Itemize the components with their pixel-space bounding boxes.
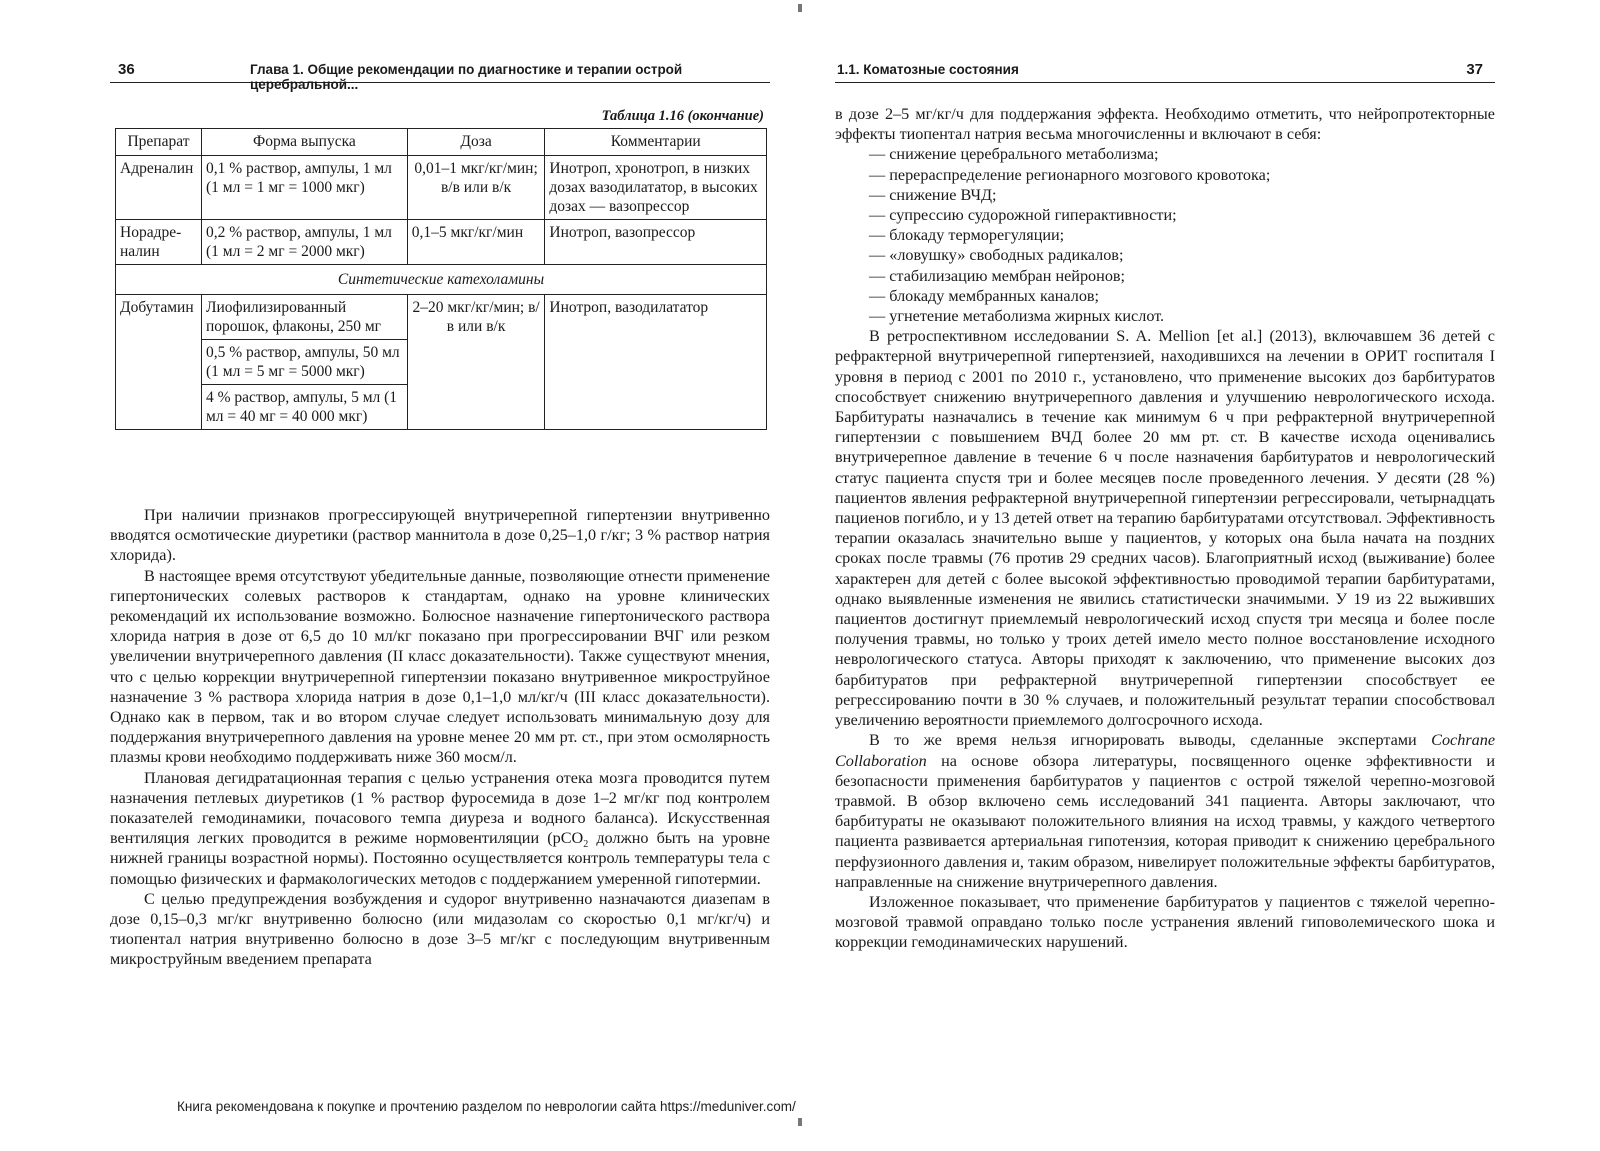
effects-list: [835, 144, 1495, 326]
paragraph: Изложенное показывает, что применение барбитуратов у пациентов с тяжелой черепно-мозговой травмой оправдано только после устранения явлений гиповолемического шока и коррекции гемодинамических нарушений.: [835, 892, 1495, 952]
paragraph: С целью предупреждения возбуждения и судорог внутривенно назначаются диазепам в дозе 0,15–0,3 мг/кг внутривенно болюсно (или мидазолам со скоростью 0,1 мг/кг/ч) и тиопентал натрия внутривенно болюсно в дозе 3–5 мг/кг с последующим внутривенным микроструйным введением препарата: [110, 889, 770, 969]
italic-text: Cochrane Collaboration: [835, 731, 1495, 770]
paragraph: В ретроспективном исследовании S. A. Mellion [et al.] (2013), включавшем 36 детей с рефрактерной внутричерепной гипертензией, находившихся на лечении в ОРИТ госпиталя I уровня в период с 2001 по 2010 г., установлено, что применение высоких доз барбитуратов способствует снижению внутричерепного давления и улучшению неврологического исхода. Барбитураты назначались в течение как минимум 6 ч при рефрактерной внутричерепной гипертензии с повышением ВЧД более 20 мм рт. ст. В качестве исхода оценивались внутричерепное давление в течение 6 ч после назначения барбитуратов и неврологический статус пациента спустя три и более месяцев после проведенного лечения. У десяти (28 %) пациентов явления рефрактерной внутричерепной гипертензии регрессировали, четырнадцать пациенов погибло, и у 13 детей ответ на терапию барбитуратами отсутствовал. Эффективность терапии оказалась значительно выше у пациентов, у которых она была начата на поздних сроках после травмы (76 против 29 средних часов). Благоприятный исход (выживание) более характерен для детей с более высокой эффективностью проводимой терапии барбитуратами, однако выявленные изменения не явились статистически значимыми. У 19 из 22 выживших пациентов достигнут приемлемый неврологический исход спустя три месяца и более после получения травмы, но только у троих детей имело место полное восстановление исходного неврологического статуса. Авторы приходят к заключению, что применение высоких доз барбитуратов при рефрактерной внутричерепной гипертензии способствует ее регрессированию почти в 30 % случаев, и положительный результат терапии способствовал увеличению вероятности приемлемого долгосрочного исхода.: [835, 327, 1495, 730]
drug-dose: 0,01–1 мкг/кг/мин; в/в или в/к: [407, 156, 545, 220]
list-item: — блокаду терморегуляции;: [835, 225, 1495, 245]
drug-form: 0,5 % раствор, ампулы, 50 мл (1 мл = 5 мг = 5000 мкг): [201, 340, 407, 385]
paragraph: в дозе 2–5 мг/кг/ч для поддержания эффекта. Необходимо отметить, что нейропротекторные эффекты тиопентал натрия весьма многочисленны и включают в себя:: [835, 105, 1495, 144]
list-item: — стабилизацию мембран нейронов;: [835, 266, 1495, 286]
paragraph-text: должно быть на уровне нижней границы возрастной нормы). Постоянно осуществляется контроль температуры тела с помощью физических и фармакологических методов с поддержанием умеренной гипотермии.: [110, 829, 770, 888]
drug-form: 4 % раствор, ампулы, 5 мл (1 мл = 40 мг = 40 000 мкг): [201, 385, 407, 430]
drug-name: Норадре-налин: [116, 220, 202, 265]
table-header-row: [116, 129, 767, 156]
list-item: — снижение церебрального метаболизма;: [835, 144, 1495, 164]
table-section-label: Синтетические катехоламины: [116, 265, 767, 295]
footer-note: Книга рекомендована к покупке и прочтению разделом по неврологии сайта https://meduniver.com/: [177, 1099, 796, 1114]
left-body-text: [110, 505, 770, 970]
table-row: [116, 295, 767, 340]
table-header-cell: Форма выпуска: [201, 129, 407, 156]
table-row: [116, 220, 767, 265]
right-running-title: 1.1. Коматозные состояния: [837, 62, 1019, 77]
drug-dose: 2–20 мкг/кг/мин; в/в или в/к: [407, 295, 545, 430]
table-header-cell: Доза: [407, 129, 545, 156]
drug-comment: Инотроп, вазодилататор: [545, 295, 767, 430]
drug-name: Адреналин: [116, 156, 202, 220]
list-item: — супрессию судорожной гиперактивности;: [835, 205, 1495, 225]
drug-name: Добутамин: [116, 295, 202, 430]
table-row: [116, 156, 767, 220]
left-page-number: 36: [118, 61, 135, 78]
left-running-header: [110, 61, 770, 92]
drug-form: 0,2 % раствор, ампулы, 1 мл (1 мл = 2 мг = 2000 мкг): [201, 220, 407, 265]
drug-comment: Инотроп, вазопрессор: [545, 220, 767, 265]
left-running-title: Глава 1. Общие рекомендации по диагностике и терапии острой церебральной...: [250, 62, 683, 92]
drug-dose: 0,1–5 мкг/кг/мин: [407, 220, 545, 265]
table-section-row: [116, 265, 767, 295]
gutter-mark: [798, 4, 802, 12]
list-item: — блокаду мембранных каналов;: [835, 286, 1495, 306]
list-item: — перераспределение регионарного мозгового кровотока;: [835, 165, 1495, 185]
paragraph-text: на основе обзора литературы, посвященного оценке эффективности и безопасности применения барбитуратов у пациентов с острой тяжелой черепно-мозговой травмой. В обзор включено семь исследований 341 пациента. Авторы заключают, что барбитураты не оказывают положительного влияния на исход травмы, у каждого четвертого пациента развивается артериальная гипотензия, которая приводит к снижению церебрального перфузионного давления и, таким образом, нивелирует положительные эффекты барбитуратов, направленные на снижение внутричерепного давления.: [835, 751, 1495, 891]
paragraph-text: В то же время нельзя игнорировать выводы, сделанные экспертами: [869, 731, 1432, 750]
drug-table: [115, 128, 767, 430]
list-item: — «ловушку» свободных радикалов;: [835, 245, 1495, 265]
table-caption: Таблица 1.16 (окончание): [601, 108, 764, 124]
table-header-cell: Комментарии: [545, 129, 767, 156]
drug-comment: Инотроп, хронотроп, в низких дозах вазодилататор, в высоких дозах — вазопрессор: [545, 156, 767, 220]
paragraph-text: Плановая дегидратационная терапия с целью устранения отека мозга проводится путем назначения петлевых диуретиков (1 % раствор фуросемида в дозе 1–2 мг/кг под контролем показателей гемодинамики, почасового темпа диуреза и водного баланса). Искусственная вентиляция легких проводится в режиме нормовентиляции (pCO: [110, 768, 770, 848]
drug-form: 0,1 % раствор, ампулы, 1 мл (1 мл = 1 мг = 1000 мкг): [201, 156, 407, 220]
drug-form: Лиофилизированный порошок, флаконы, 250 мг: [201, 295, 407, 340]
table-header-cell: Препарат: [116, 129, 202, 156]
right-running-header: [835, 62, 1495, 83]
subscript: 2: [583, 839, 589, 851]
paragraph: При наличии признаков прогрессирующей внутричерепной гипертензии внутривенно вводятся осмотические диуретики (раствор маннитола в дозе 0,25–1,0 г/кг; 3 % раствор натрия хлорида).: [110, 506, 770, 565]
list-item: — снижение ВЧД;: [835, 185, 1495, 205]
list-item: — угнетение метаболизма жирных кислот.: [835, 306, 1495, 326]
right-body-text: [835, 104, 1495, 953]
paragraph: В настоящее время отсутствуют убедительные данные, позволяющие отнести применение гипертонических солевых растворов к стандартам, однако на уровне клинических рекомендаций их использование возможно. Болюсное назначение гипертонического раствора хлорида натрия в дозе от 6,5 до 10 мл/кг показано при прогрессировании ВЧГ или резком увеличении внутричерепного давления (II класс доказательности). Также существуют мнения, что с целью коррекции внутричерепной гипертензии показано внутривенное микроструйное назначение 3 % раствора хлорида натрия в дозе 0,1–1,0 мл/кг/ч (III класс доказательности). Однако как в первом, так и во втором случае следует использовать минимальную дозу для поддержания внутричерепного давления на уровне менее 20 мм рт. ст., при этом осмолярность плазмы крови необходимо поддерживать ниже 360 мосм/л.: [110, 566, 770, 767]
gutter-mark: [798, 1118, 802, 1126]
paragraph: [110, 768, 770, 889]
paragraph: [835, 730, 1495, 892]
right-page-number: 37: [1466, 61, 1483, 78]
